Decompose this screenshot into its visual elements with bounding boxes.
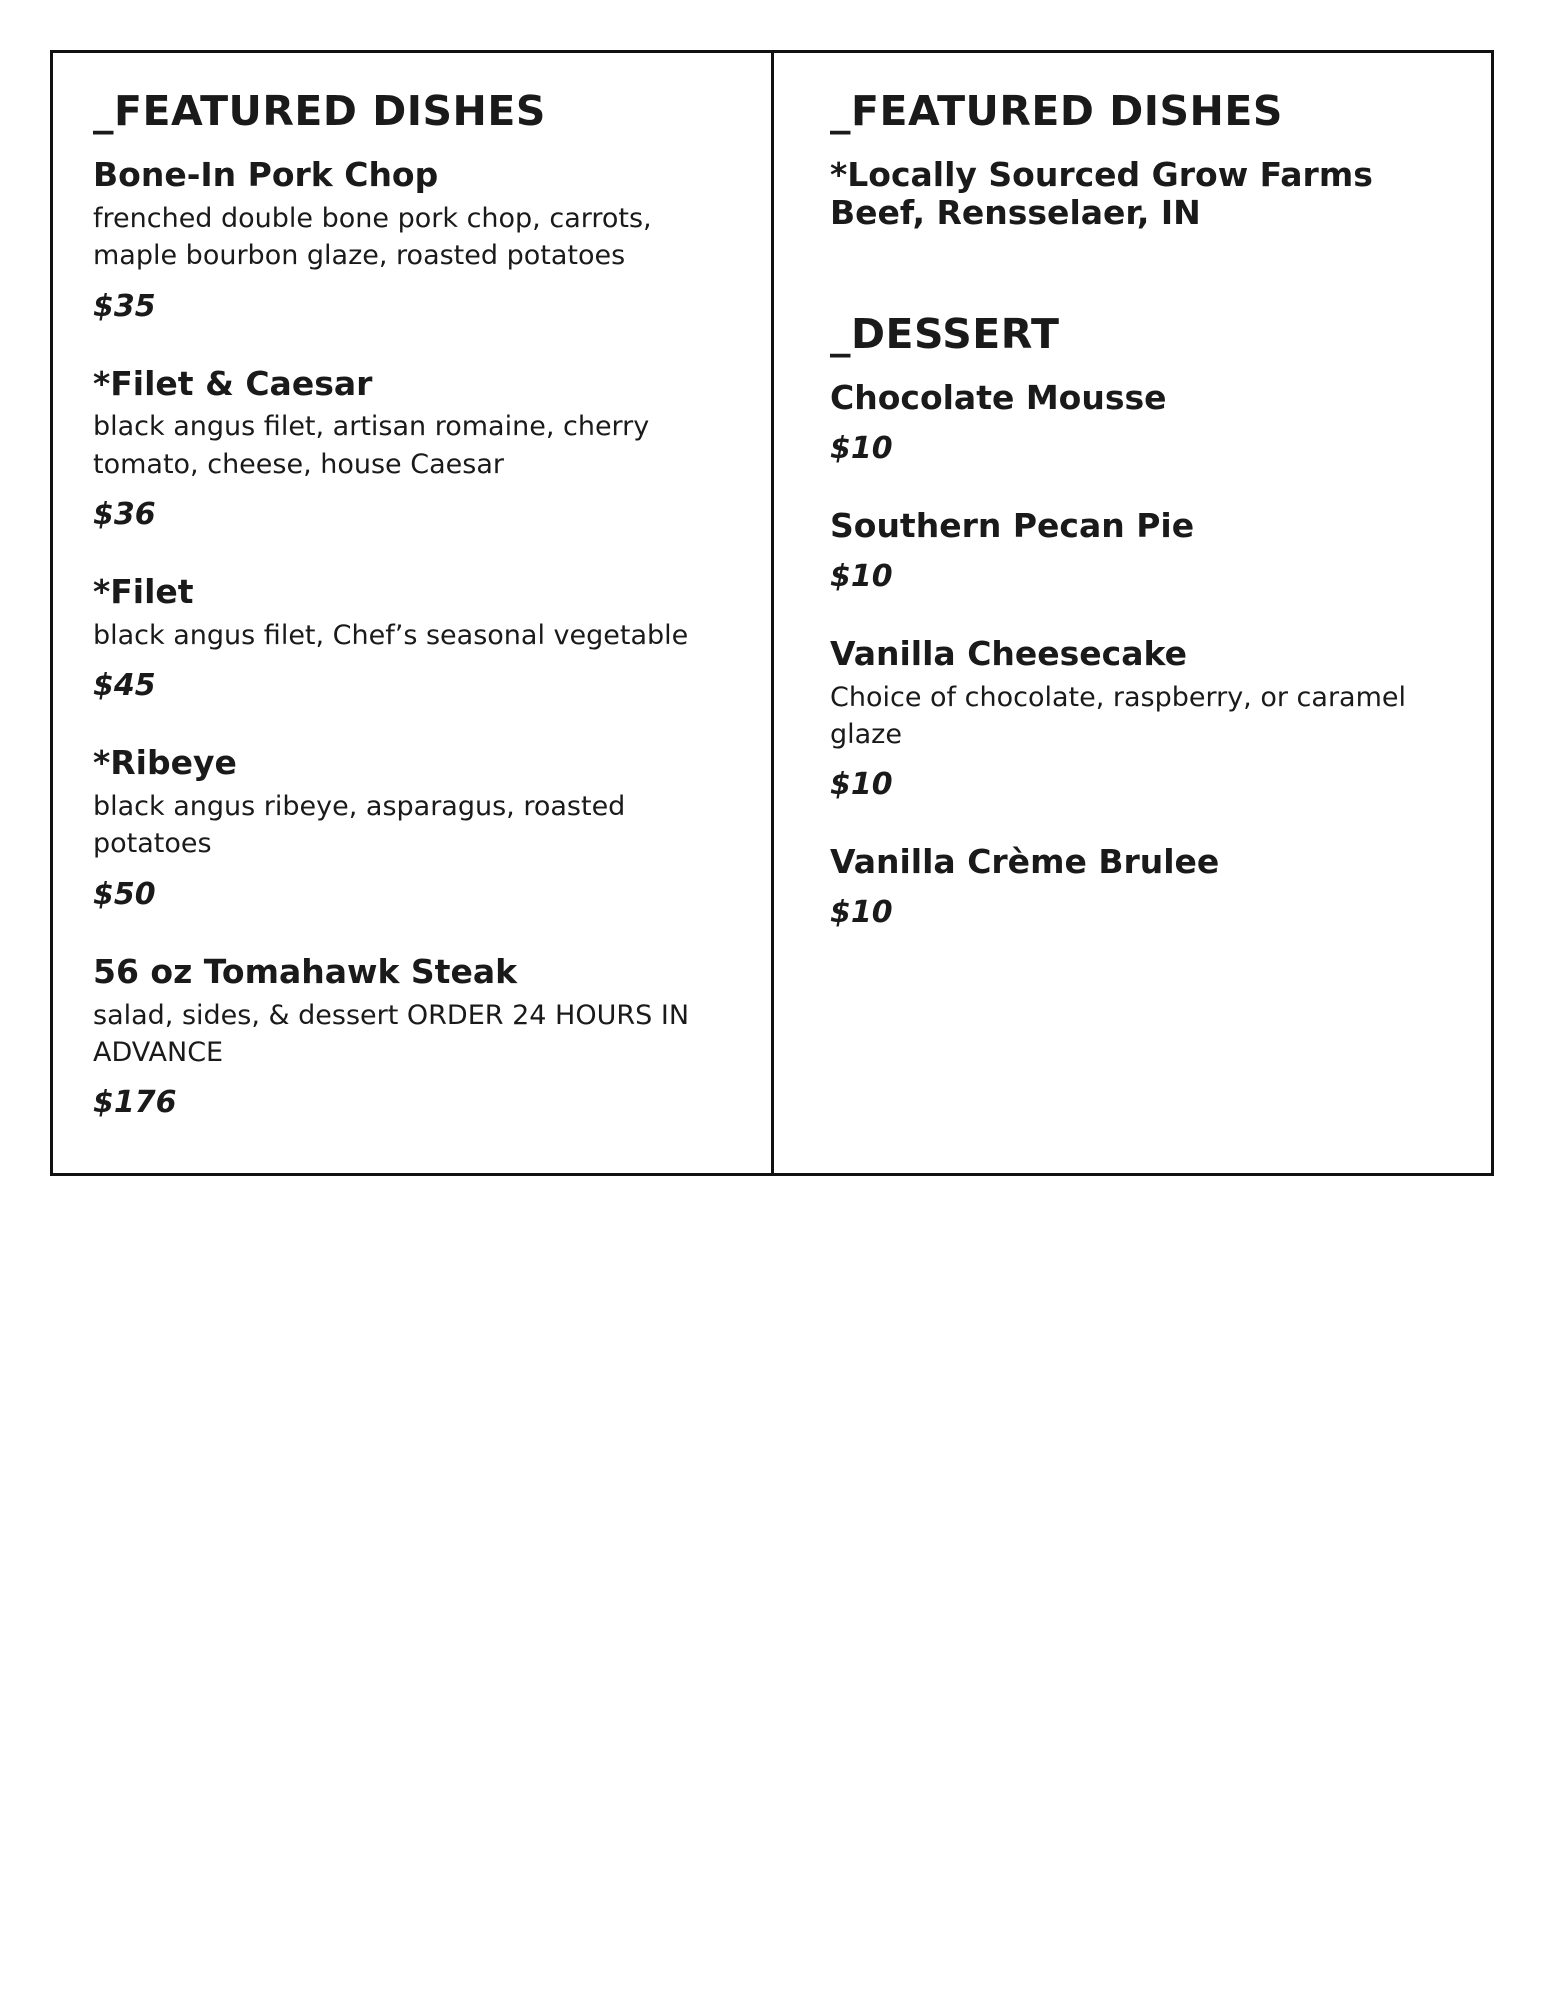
item-name: Chocolate Mousse — [830, 378, 1167, 418]
item-price: $10 — [830, 895, 893, 931]
item-price: $45 — [93, 668, 156, 704]
menu-box — [50, 50, 1494, 1176]
item-description: black angus filet, artisan romaine, cherry tomato, cheese, house Caesar — [93, 411, 650, 480]
item-description: Choice of chocolate, raspberry, or caramel glaze — [830, 681, 1407, 751]
item-price: $10 — [830, 558, 893, 594]
section-heading-dessert: _DESSERT — [830, 309, 1060, 358]
dessert-column — [774, 53, 1491, 1173]
menu-item-filet-caesar — [93, 365, 731, 533]
item-description: black angus ribeye, asparagus, roasted potatoes — [93, 791, 626, 860]
item-price: $50 — [93, 876, 156, 912]
item-price: $176 — [93, 1085, 177, 1121]
sourcing-note: *Locally Sourced Grow Farms Beef, Rensselaer, IN — [830, 155, 1373, 233]
dessert-item-chocolate-mousse — [830, 379, 1451, 467]
menu-item-pork-chop — [93, 156, 731, 324]
dessert-item-pecan-pie — [830, 507, 1451, 595]
item-name: Vanilla Cheesecake — [830, 633, 1187, 673]
item-description: salad, sides, & dessert ORDER 24 HOURS IN ADVANCE — [93, 999, 690, 1068]
item-price: $35 — [93, 288, 156, 324]
item-description: black angus filet, Chef’s seasonal vegetable — [93, 619, 689, 651]
item-name: *Ribeye — [93, 743, 237, 783]
section-heading-featured: _FEATURED DISHES — [93, 87, 546, 135]
item-price: $10 — [830, 431, 893, 466]
dessert-item-creme-brulee — [830, 843, 1451, 931]
item-name: Vanilla Crème Brulee — [830, 842, 1220, 882]
section-heading-featured-right: _FEATURED DISHES — [830, 87, 1283, 135]
featured-dishes-column — [53, 53, 774, 1173]
item-name: *Filet & Caesar — [93, 363, 373, 403]
menu-item-tomahawk — [93, 953, 731, 1121]
menu-item-filet — [93, 573, 731, 704]
item-name: Southern Pecan Pie — [830, 506, 1195, 545]
dessert-item-cheesecake — [830, 635, 1451, 803]
item-name: 56 oz Tomahawk Steak — [93, 951, 518, 991]
menu-item-ribeye — [93, 744, 731, 912]
item-name: Bone-In Pork Chop — [93, 155, 439, 195]
item-price: $36 — [93, 496, 156, 532]
item-name: *Filet — [93, 571, 194, 611]
item-price: $10 — [830, 767, 893, 803]
item-description: frenched double bone pork chop, carrots, maple bourbon glaze, roasted potatoes — [93, 203, 652, 272]
